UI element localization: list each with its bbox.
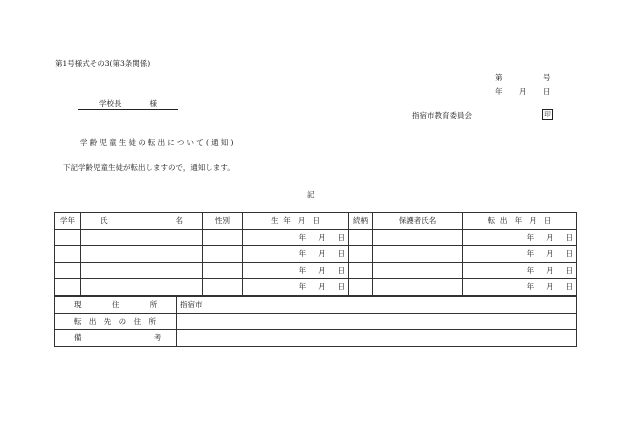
date-year: 年: [495, 87, 503, 96]
cell-name[interactable]: [81, 229, 203, 246]
cell-moveout-date[interactable]: 年 月 日: [463, 229, 577, 246]
cell-guardian[interactable]: [373, 229, 463, 246]
current-address-value[interactable]: 指宿市: [177, 297, 577, 314]
new-address-value[interactable]: [177, 313, 577, 330]
address-table: [54, 296, 577, 347]
cell-grade[interactable]: [55, 279, 81, 296]
cell-relation[interactable]: [349, 279, 373, 296]
header-guardian: 保護者氏名: [373, 213, 463, 230]
new-address-row: [55, 313, 577, 330]
cell-name[interactable]: [81, 262, 203, 279]
cell-birth-date[interactable]: 年 月 日: [243, 229, 349, 246]
header-name: 氏 名: [81, 213, 203, 230]
cell-grade[interactable]: [55, 246, 81, 263]
cell-moveout-date[interactable]: 年 月 日: [463, 279, 577, 296]
table-row: [55, 262, 577, 279]
cell-sex[interactable]: [203, 262, 243, 279]
remarks-label: 備 考: [55, 330, 177, 347]
addressee-honorific: 様: [149, 99, 157, 108]
cell-sex[interactable]: [203, 229, 243, 246]
cell-guardian[interactable]: [373, 262, 463, 279]
seal-mark: 印: [542, 109, 553, 120]
cell-sex[interactable]: [203, 279, 243, 296]
header-grade: 学年: [55, 213, 81, 230]
addressee-name: 学校長: [99, 99, 122, 108]
header-moveout-date: 転 出 年 月 日: [463, 213, 577, 230]
cell-birth-date[interactable]: 年 月 日: [243, 279, 349, 296]
table-header-row: [55, 213, 577, 230]
student-table: [54, 212, 577, 296]
current-address-label: 現 住 所: [55, 297, 177, 314]
cell-relation[interactable]: [349, 246, 373, 263]
cell-moveout-date[interactable]: 年 月 日: [463, 262, 577, 279]
cell-guardian[interactable]: [373, 246, 463, 263]
table-row: [55, 229, 577, 246]
cell-grade[interactable]: [55, 229, 81, 246]
cell-name[interactable]: [81, 246, 203, 263]
document-title: 学齢児童生徒の転出について(通知): [80, 138, 236, 147]
document-number-label: 第: [495, 73, 503, 82]
header-relation: 続柄: [349, 213, 373, 230]
table-row: [55, 246, 577, 263]
cell-grade[interactable]: [55, 262, 81, 279]
table-row: [55, 279, 577, 296]
remarks-row: [55, 330, 577, 347]
cell-birth-date[interactable]: 年 月 日: [243, 262, 349, 279]
document-number-suffix: 号: [543, 73, 551, 82]
cell-relation[interactable]: [349, 262, 373, 279]
sender-name: 指宿市教育委員会: [412, 111, 472, 120]
remarks-value[interactable]: [177, 330, 577, 347]
cell-birth-date[interactable]: 年 月 日: [243, 246, 349, 263]
lead-text: 下記学齢児童生徒が転出しますので，通知します。: [63, 163, 235, 172]
form-id: 第1号様式その3(第3条関係): [55, 59, 151, 68]
addressee: [78, 98, 178, 110]
date-day: 日: [543, 87, 551, 96]
current-address-row: [55, 297, 577, 314]
cell-guardian[interactable]: [373, 279, 463, 296]
cell-sex[interactable]: [203, 246, 243, 263]
cell-moveout-date[interactable]: 年 月 日: [463, 246, 577, 263]
date-month: 月: [519, 87, 527, 96]
header-birth: 生 年 月 日: [243, 213, 349, 230]
cell-relation[interactable]: [349, 229, 373, 246]
new-address-label: 転 出 先 の 住 所: [55, 313, 177, 330]
cell-name[interactable]: [81, 279, 203, 296]
ki-heading: 記: [307, 190, 315, 199]
header-sex: 性別: [203, 213, 243, 230]
